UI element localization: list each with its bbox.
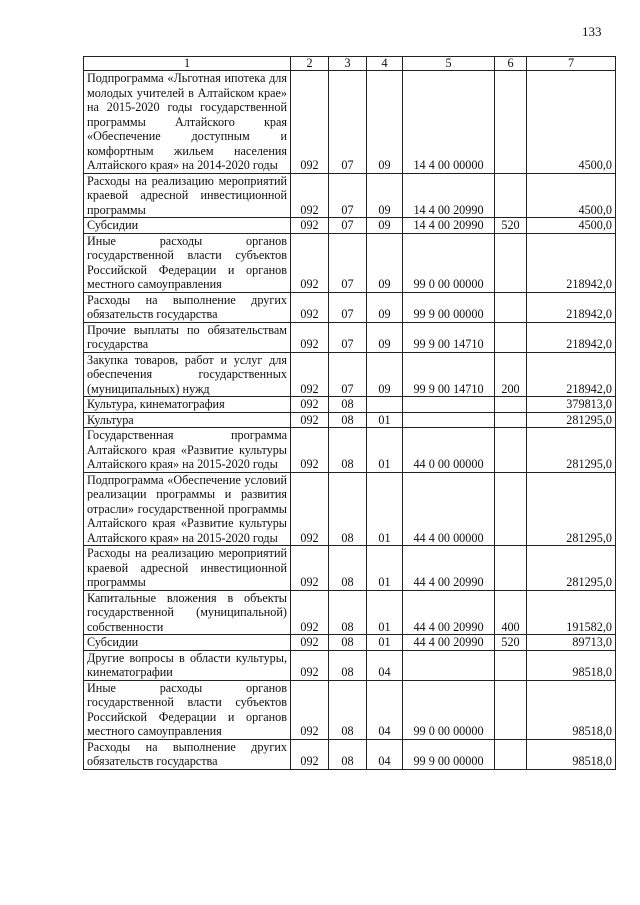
section-code-cell: 08 — [329, 680, 367, 739]
subsection-code-cell: 09 — [367, 292, 403, 322]
subsection-code-cell: 01 — [367, 546, 403, 591]
expense-type-cell: 200 — [495, 352, 527, 397]
expense-type-cell — [495, 292, 527, 322]
subsection-code-cell: 09 — [367, 218, 403, 234]
section-code-cell: 07 — [329, 173, 367, 218]
subsection-code-cell: 09 — [367, 233, 403, 292]
table-row — [84, 218, 616, 234]
expense-name-cell: Подпрограмма «Льготная ипотека для молодых учителей в Алтайском крае» на 2015-2020 годы государственной программы Алтайского края «Обеспечение доступным и комфортным жильем населения Алтайского края» на 2014-2020 годы — [84, 71, 291, 174]
grbs-code-cell: 092 — [291, 650, 329, 680]
table-row — [84, 590, 616, 635]
grbs-code-cell: 092 — [291, 292, 329, 322]
section-code-cell: 08 — [329, 472, 367, 546]
table-row — [84, 233, 616, 292]
amount-cell: 4500,0 — [527, 71, 616, 174]
grbs-code-cell: 092 — [291, 412, 329, 428]
grbs-code-cell: 092 — [291, 546, 329, 591]
table-header-row — [84, 57, 616, 71]
subsection-code-cell: 01 — [367, 590, 403, 635]
expense-name-cell: Расходы на реализацию мероприятий краевой адресной инвестиционной программы — [84, 546, 291, 591]
section-code-cell: 08 — [329, 590, 367, 635]
section-code-cell: 08 — [329, 546, 367, 591]
target-article-cell: 99 9 00 00000 — [403, 739, 495, 769]
column-header: 4 — [367, 57, 403, 71]
target-article-cell: 99 9 00 00000 — [403, 292, 495, 322]
section-code-cell: 07 — [329, 218, 367, 234]
subsection-code-cell: 09 — [367, 71, 403, 174]
table-row — [84, 173, 616, 218]
expense-type-cell — [495, 739, 527, 769]
subsection-code-cell — [367, 397, 403, 413]
expense-name-cell: Субсидии — [84, 635, 291, 651]
expense-name-cell: Субсидии — [84, 218, 291, 234]
amount-cell: 218942,0 — [527, 322, 616, 352]
column-header: 3 — [329, 57, 367, 71]
expense-name-cell: Расходы на выполнение других обязательств государства — [84, 739, 291, 769]
amount-cell: 281295,0 — [527, 428, 616, 473]
expense-type-cell: 520 — [495, 635, 527, 651]
amount-cell: 218942,0 — [527, 292, 616, 322]
grbs-code-cell: 092 — [291, 590, 329, 635]
expense-name-cell: Иные расходы органов государственной власти субъектов Российской Федерации и органов местного самоуправления — [84, 680, 291, 739]
amount-cell: 281295,0 — [527, 472, 616, 546]
target-article-cell: 99 9 00 14710 — [403, 322, 495, 352]
section-code-cell: 08 — [329, 739, 367, 769]
section-code-cell: 08 — [329, 412, 367, 428]
section-code-cell: 08 — [329, 635, 367, 651]
table-row — [84, 71, 616, 174]
table-row — [84, 397, 616, 413]
subsection-code-cell: 01 — [367, 412, 403, 428]
target-article-cell — [403, 397, 495, 413]
budget-table — [83, 56, 616, 770]
column-header: 2 — [291, 57, 329, 71]
target-article-cell: 44 0 00 00000 — [403, 428, 495, 473]
expense-type-cell — [495, 412, 527, 428]
subsection-code-cell: 01 — [367, 472, 403, 546]
target-article-cell: 99 9 00 14710 — [403, 352, 495, 397]
subsection-code-cell: 01 — [367, 428, 403, 473]
grbs-code-cell: 092 — [291, 218, 329, 234]
grbs-code-cell: 092 — [291, 472, 329, 546]
target-article-cell: 99 0 00 00000 — [403, 680, 495, 739]
expense-type-cell — [495, 546, 527, 591]
expense-type-cell — [495, 428, 527, 473]
grbs-code-cell: 092 — [291, 739, 329, 769]
target-article-cell — [403, 650, 495, 680]
expense-name-cell: Другие вопросы в области культуры, кинематографии — [84, 650, 291, 680]
expense-name-cell: Государственная программа Алтайского края «Развитие культуры Алтайского края» на 2015-2020 годы — [84, 428, 291, 473]
expense-name-cell: Культура — [84, 412, 291, 428]
column-header: 6 — [495, 57, 527, 71]
target-article-cell — [403, 412, 495, 428]
table-row — [84, 352, 616, 397]
amount-cell: 281295,0 — [527, 546, 616, 591]
grbs-code-cell: 092 — [291, 71, 329, 174]
section-code-cell: 07 — [329, 292, 367, 322]
table-body — [84, 71, 616, 770]
subsection-code-cell: 09 — [367, 173, 403, 218]
table-row — [84, 546, 616, 591]
section-code-cell: 07 — [329, 233, 367, 292]
expense-type-cell — [495, 71, 527, 174]
table-row — [84, 322, 616, 352]
expense-type-cell: 520 — [495, 218, 527, 234]
subsection-code-cell: 04 — [367, 739, 403, 769]
table-row — [84, 650, 616, 680]
expense-type-cell — [495, 322, 527, 352]
amount-cell: 4500,0 — [527, 173, 616, 218]
expense-type-cell — [495, 233, 527, 292]
table-row — [84, 680, 616, 739]
expense-name-cell: Иные расходы органов государственной власти субъектов Российской Федерации и органов местного самоуправления — [84, 233, 291, 292]
table-row — [84, 428, 616, 473]
section-code-cell: 08 — [329, 650, 367, 680]
expense-name-cell: Закупка товаров, работ и услуг для обеспечения государственных (муниципальных) нужд — [84, 352, 291, 397]
expense-name-cell: Расходы на выполнение других обязательств государства — [84, 292, 291, 322]
table-row — [84, 635, 616, 651]
amount-cell: 98518,0 — [527, 680, 616, 739]
expense-type-cell — [495, 472, 527, 546]
expense-name-cell: Подпрограмма «Обеспечение условий реализации программы и развития отрасли» государственной программы Алтайского края «Развитие культуры Алтайского края» на 2015-2020 годы — [84, 472, 291, 546]
target-article-cell: 44 4 00 00000 — [403, 472, 495, 546]
amount-cell: 379813,0 — [527, 397, 616, 413]
grbs-code-cell: 092 — [291, 352, 329, 397]
target-article-cell: 99 0 00 00000 — [403, 233, 495, 292]
target-article-cell: 44 4 00 20990 — [403, 635, 495, 651]
target-article-cell: 14 4 00 20990 — [403, 173, 495, 218]
table-row — [84, 292, 616, 322]
amount-cell: 98518,0 — [527, 739, 616, 769]
subsection-code-cell: 09 — [367, 352, 403, 397]
amount-cell: 4500,0 — [527, 218, 616, 234]
target-article-cell: 14 4 00 00000 — [403, 71, 495, 174]
subsection-code-cell: 04 — [367, 680, 403, 739]
page-number: 133 — [582, 24, 602, 39]
table-row — [84, 472, 616, 546]
expense-type-cell — [495, 680, 527, 739]
table-row — [84, 739, 616, 769]
section-code-cell: 07 — [329, 71, 367, 174]
expense-name-cell: Расходы на реализацию мероприятий краевой адресной инвестиционной программы — [84, 173, 291, 218]
amount-cell: 98518,0 — [527, 650, 616, 680]
section-code-cell: 07 — [329, 352, 367, 397]
grbs-code-cell: 092 — [291, 428, 329, 473]
grbs-code-cell: 092 — [291, 322, 329, 352]
target-article-cell: 14 4 00 20990 — [403, 218, 495, 234]
expense-name-cell: Капитальные вложения в объекты государственной (муниципальной) собственности — [84, 590, 291, 635]
grbs-code-cell: 092 — [291, 233, 329, 292]
amount-cell: 218942,0 — [527, 233, 616, 292]
grbs-code-cell: 092 — [291, 173, 329, 218]
subsection-code-cell: 01 — [367, 635, 403, 651]
section-code-cell: 08 — [329, 397, 367, 413]
table-row — [84, 412, 616, 428]
section-code-cell: 07 — [329, 322, 367, 352]
expense-type-cell: 400 — [495, 590, 527, 635]
subsection-code-cell: 04 — [367, 650, 403, 680]
grbs-code-cell: 092 — [291, 397, 329, 413]
target-article-cell: 44 4 00 20990 — [403, 546, 495, 591]
grbs-code-cell: 092 — [291, 680, 329, 739]
amount-cell: 191582,0 — [527, 590, 616, 635]
section-code-cell: 08 — [329, 428, 367, 473]
expense-name-cell: Культура, кинематография — [84, 397, 291, 413]
expense-name-cell: Прочие выплаты по обязательствам государства — [84, 322, 291, 352]
expense-type-cell — [495, 173, 527, 218]
amount-cell: 89713,0 — [527, 635, 616, 651]
column-header: 5 — [403, 57, 495, 71]
expense-type-cell — [495, 397, 527, 413]
amount-cell: 281295,0 — [527, 412, 616, 428]
amount-cell: 218942,0 — [527, 352, 616, 397]
column-header: 7 — [527, 57, 616, 71]
expense-type-cell — [495, 650, 527, 680]
column-header: 1 — [84, 57, 291, 71]
target-article-cell: 44 4 00 20990 — [403, 590, 495, 635]
grbs-code-cell: 092 — [291, 635, 329, 651]
subsection-code-cell: 09 — [367, 322, 403, 352]
